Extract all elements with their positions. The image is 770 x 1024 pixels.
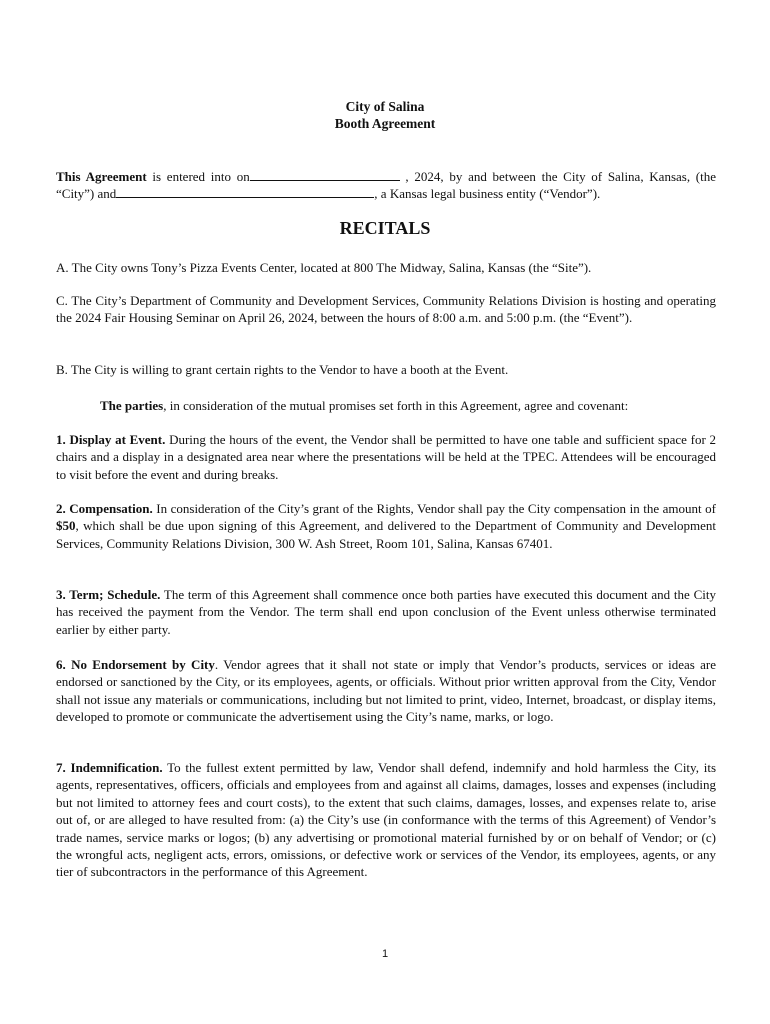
- intro-bold: This Agreement: [56, 169, 147, 184]
- section-no-endorsement: [56, 656, 716, 726]
- section-term-heading: 3. Term; Schedule.: [56, 587, 161, 602]
- title-line-city: City of Salina: [345, 99, 425, 114]
- parties-bold: The parties: [100, 398, 164, 413]
- intro-text-1: is entered into on: [146, 169, 250, 184]
- recital-c: [56, 292, 716, 327]
- intro-text-2: , 2024, by and between the City of Salina, Kansas, (the “City”) and: [56, 169, 717, 202]
- section-compensation: [56, 500, 716, 552]
- title-line-agreement: Booth Agreement: [334, 116, 436, 132]
- section-compensation-text-2: , which shall be due upon signing of this Agreement, and delivered to the Department of Community and Development Services, Community Relations Division, 300 W. Ash Street, Room 101, Salina, Kansas 67401.: [56, 518, 716, 551]
- page-number: 1: [381, 948, 389, 960]
- compensation-amount: $50: [56, 518, 76, 534]
- recitals-heading: RECITALS: [339, 218, 431, 238]
- vendor-name-blank-field[interactable]: [116, 185, 374, 198]
- section-indemnification-text: To the fullest extent permitted by law, Vendor shall defend, indemnify and hold harmless the City, its agents, representatives, officers, officials and employees from and against all claims, damages, losses and expenses (including but not limited to attorney fees and court costs), to the extent that such claims, damages, losses, and expenses relate to, arise out of, or are alleged to have resulted from: (a) the City’s use (in conformance with the terms of this Agreement) of Vendor’s trade names, service marks or logos; (b) any advertising or promotional material furnished by or on behalf of Vendor; or (c) the wrongful acts, negligent acts, errors, omissions, or defective work or services of the Vendor, its employees, agents, or any tier of subcontractors in the performance of this Agreement.: [56, 760, 717, 880]
- recital-c-text: C. The City’s Department of Community and Development Services, Community Relations Division is hosting and operating the 2024 Fair Housing Seminar on April 26, 2024, between the hours of 8:00 a.m. and 5:00 p.m. (the “Event”).: [56, 293, 716, 326]
- section-indemnification-heading: 7. Indemnification.: [56, 760, 163, 775]
- section-display-text: During the hours of the event, the Vendor shall be permitted to have one table and sufficient space for 2 chairs and a display in a designated area near where the presentations will be held at the TPEC. Attendees will be encouraged to visit before the event and during breaks.: [56, 432, 716, 482]
- parties-paragraph: [56, 397, 716, 414]
- section-term-text: The term of this Agreement shall commence once both parties have executed this document and the City has received the payment from the Vendor. The term shall end upon conclusion of the Event unless otherwise terminated earlier by either party.: [56, 587, 716, 637]
- section-display: [56, 431, 716, 483]
- recital-a: [56, 259, 716, 276]
- section-display-heading: 1. Display at Event.: [56, 432, 166, 447]
- intro-text-3: , a Kansas legal business entity (“Vendor”).: [374, 186, 601, 202]
- date-blank-field[interactable]: [250, 168, 400, 181]
- document-title: [0, 98, 770, 133]
- section-indemnification: [56, 759, 716, 881]
- parties-text: , in consideration of the mutual promises set forth in this Agreement, agree and covenant:: [163, 398, 629, 413]
- section-compensation-heading: 2. Compensation.: [56, 501, 153, 516]
- recital-b: [56, 361, 716, 378]
- section-no-endorsement-text: . Vendor agrees that it shall not state or imply that Vendor’s products, services or ideas are endorsed or sanctioned by the City, or its employees, agents, or officials. Without prior written approval from the City, Vendor shall not issue any materials or communications, including but not limited to print, video, Internet, broadcast, or display items, developed to promote or communicate the advertisement using the City’s name, marks, or logo.: [56, 657, 716, 725]
- intro-paragraph: [56, 168, 716, 203]
- section-compensation-text-1: In consideration of the City’s grant of the Rights, Vendor shall pay the City compensation in the amount of: [152, 501, 716, 516]
- recital-b-text: B. The City is willing to grant certain rights to the Vendor to have a booth at the Event.: [56, 362, 509, 377]
- section-term: [56, 586, 716, 638]
- recital-a-text: A. The City owns Tony’s Pizza Events Center, located at 800 The Midway, Salina, Kansas (the “Site”).: [56, 260, 592, 275]
- section-no-endorsement-heading: 6. No Endorsement by City: [56, 657, 215, 672]
